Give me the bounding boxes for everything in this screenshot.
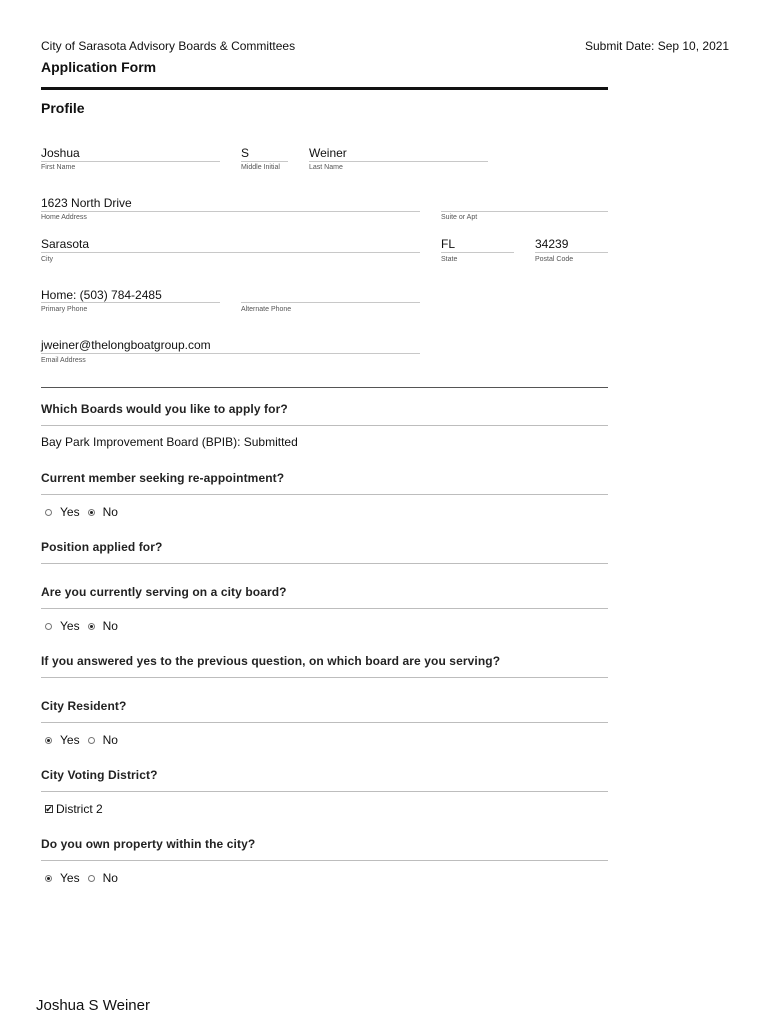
first-name-value: Joshua (41, 146, 80, 160)
question-district: City Voting District? (41, 768, 158, 782)
page-title: Application Form (41, 59, 157, 75)
reappointment-yes-label: Yes (60, 505, 80, 519)
property-no-radio[interactable] (88, 875, 95, 882)
question-divider (41, 677, 608, 678)
serving-yes-label: Yes (60, 619, 80, 633)
reappointment-yes-radio[interactable] (45, 509, 52, 516)
postal-code-underline (535, 252, 608, 253)
question-serving: Are you currently serving on a city board? (41, 585, 287, 599)
serving-options (45, 619, 126, 633)
serving-no-radio[interactable] (88, 623, 95, 630)
question-divider (41, 860, 608, 861)
serving-no-label: No (102, 619, 118, 633)
first-name-label: First Name (41, 164, 76, 171)
home-address-label: Home Address (41, 214, 87, 221)
question-divider (41, 494, 608, 495)
email-value: jweiner@thelongboatgroup.com (41, 338, 211, 352)
postal-code-label: Postal Code (535, 256, 574, 263)
title-divider (41, 87, 608, 90)
city-underline (41, 252, 420, 253)
property-yes-label: Yes (60, 871, 80, 885)
district-label: District 2 (56, 802, 103, 816)
resident-yes-label: Yes (60, 733, 80, 747)
email-label: Email Address (41, 357, 86, 364)
primary-phone-underline (41, 302, 220, 303)
email-underline (41, 353, 420, 354)
last-name-underline (309, 161, 488, 162)
question-divider (41, 425, 608, 426)
last-name-value: Weiner (309, 146, 347, 160)
submit-date: Submit Date: Sep 10, 2021 (585, 39, 730, 53)
resident-yes-radio[interactable] (45, 737, 52, 744)
section-heading-profile: Profile (41, 100, 85, 116)
home-address-underline (41, 211, 420, 212)
state-underline (441, 252, 514, 253)
resident-no-radio[interactable] (88, 737, 95, 744)
question-divider (41, 563, 608, 564)
suite-label: Suite or Apt (441, 214, 478, 221)
last-name-label: Last Name (309, 164, 343, 171)
question-divider (41, 608, 608, 609)
middle-initial-underline (241, 161, 288, 162)
primary-phone-label: Primary Phone (41, 306, 88, 313)
state-label: State (441, 256, 458, 263)
org-name: City of Sarasota Advisory Boards & Committees (41, 39, 296, 53)
property-yes-radio[interactable] (45, 875, 52, 882)
applicant-name-footer: Joshua S Weiner (36, 997, 150, 1014)
question-which-board: If you answered yes to the previous question, on which board are you serving? (41, 654, 501, 668)
resident-options (45, 733, 126, 747)
property-no-label: No (102, 871, 118, 885)
city-label: City (41, 256, 54, 263)
question-boards: Which Boards would you like to apply for? (41, 402, 288, 416)
reappointment-no-label: No (102, 505, 118, 519)
serving-yes-radio[interactable] (45, 623, 52, 630)
reappointment-no-radio[interactable] (88, 509, 95, 516)
district-option (45, 802, 111, 816)
district-checkbox[interactable]: ✔ (45, 803, 53, 814)
first-name-underline (41, 161, 220, 162)
question-property: Do you own property within the city? (41, 837, 256, 851)
middle-initial-label: Middle Initial (241, 164, 280, 171)
middle-initial-value: S (241, 146, 250, 160)
question-position: Position applied for? (41, 540, 163, 554)
profile-divider (41, 387, 608, 388)
home-address-value: 1623 North Drive (41, 196, 132, 210)
city-value: Sarasota (41, 237, 90, 251)
resident-no-label: No (102, 733, 118, 747)
question-resident: City Resident? (41, 699, 127, 713)
boards-answer: Bay Park Improvement Board (BPIB): Submitted (41, 435, 298, 449)
question-reappointment: Current member seeking re-appointment? (41, 471, 285, 485)
reappointment-options (45, 505, 126, 519)
property-options (45, 871, 126, 885)
postal-code-value: 34239 (535, 237, 569, 251)
state-value: FL (441, 237, 456, 251)
alternate-phone-label: Alternate Phone (241, 306, 292, 313)
suite-underline (441, 211, 608, 212)
primary-phone-value: Home: (503) 784-2485 (41, 288, 162, 302)
question-divider (41, 722, 608, 723)
question-divider (41, 791, 608, 792)
alternate-phone-underline (241, 302, 420, 303)
